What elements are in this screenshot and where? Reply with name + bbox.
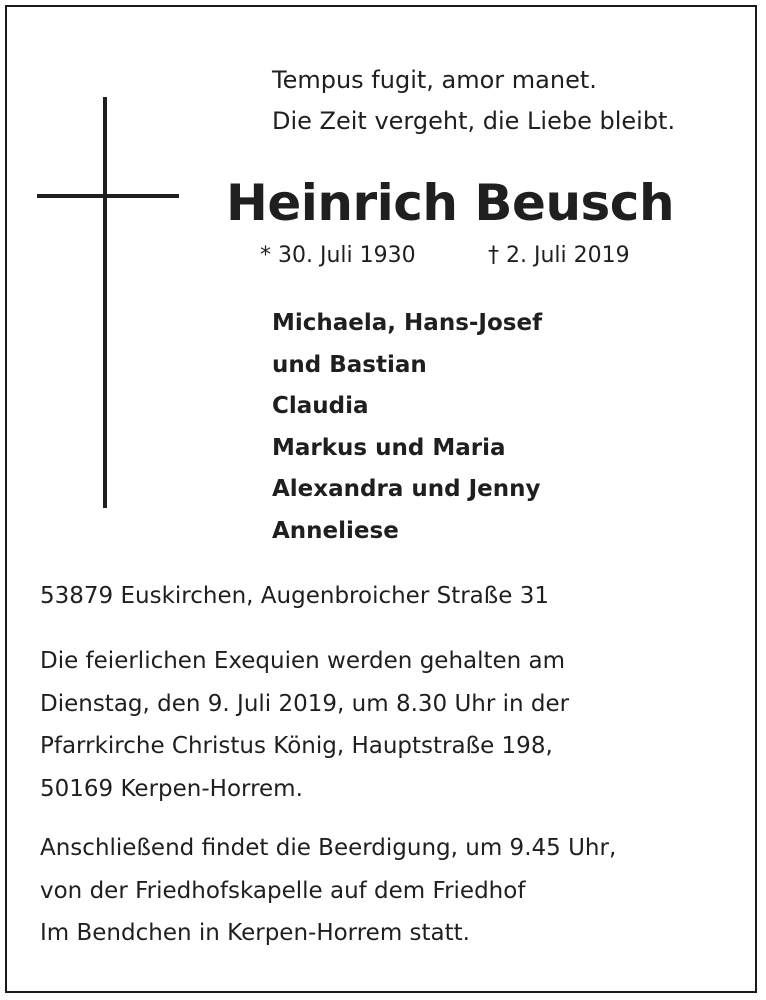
mourners-list (272, 303, 542, 553)
mourner-line: Anneliese (272, 517, 399, 544)
death-date: † 2. Juli 2019 (488, 243, 630, 268)
cross-horizontal-bar (37, 194, 179, 198)
cross-vertical-bar (103, 97, 107, 508)
mourner-line: Alexandra und Jenny (272, 476, 541, 503)
funeral-service-line: 50169 Kerpen-Horrem. (40, 775, 303, 802)
motto-line-german: Die Zeit vergeht, die Liebe bleibt. (272, 107, 676, 135)
burial-text (40, 827, 616, 955)
mourner-line: und Bastian (272, 351, 427, 378)
mourner-line: Michaela, Hans-Josef (272, 310, 543, 336)
mourner-line: Claudia (272, 393, 369, 420)
funeral-service-line: Pfarrkirche Christus König, Hauptstraße 198, (40, 733, 553, 760)
burial-line: Anschließend findet die Beerdigung, um 9.45 Uhr, (40, 835, 617, 861)
birth-date: * 30. Juli 1930 (260, 243, 416, 268)
deceased-name: Heinrich Beusch (226, 174, 675, 232)
burial-line: Im Bendchen in Kerpen-Horrem statt. (40, 920, 470, 947)
motto-line-latin: Tempus fugit, amor manet. (272, 66, 597, 94)
funeral-service-line: Dienstag, den 9. Juli 2019, um 8.30 Uhr in der (40, 690, 570, 717)
funeral-service-text (40, 640, 569, 810)
motto (272, 60, 675, 142)
funeral-service-line: Die feierlichen Exequien werden gehalten am (40, 648, 566, 674)
address: 53879 Euskirchen, Augenbroicher Straße 31 (40, 583, 549, 609)
mourner-line: Markus und Maria (272, 434, 506, 461)
burial-line: von der Friedhofskapelle auf dem Friedhof (40, 877, 526, 904)
